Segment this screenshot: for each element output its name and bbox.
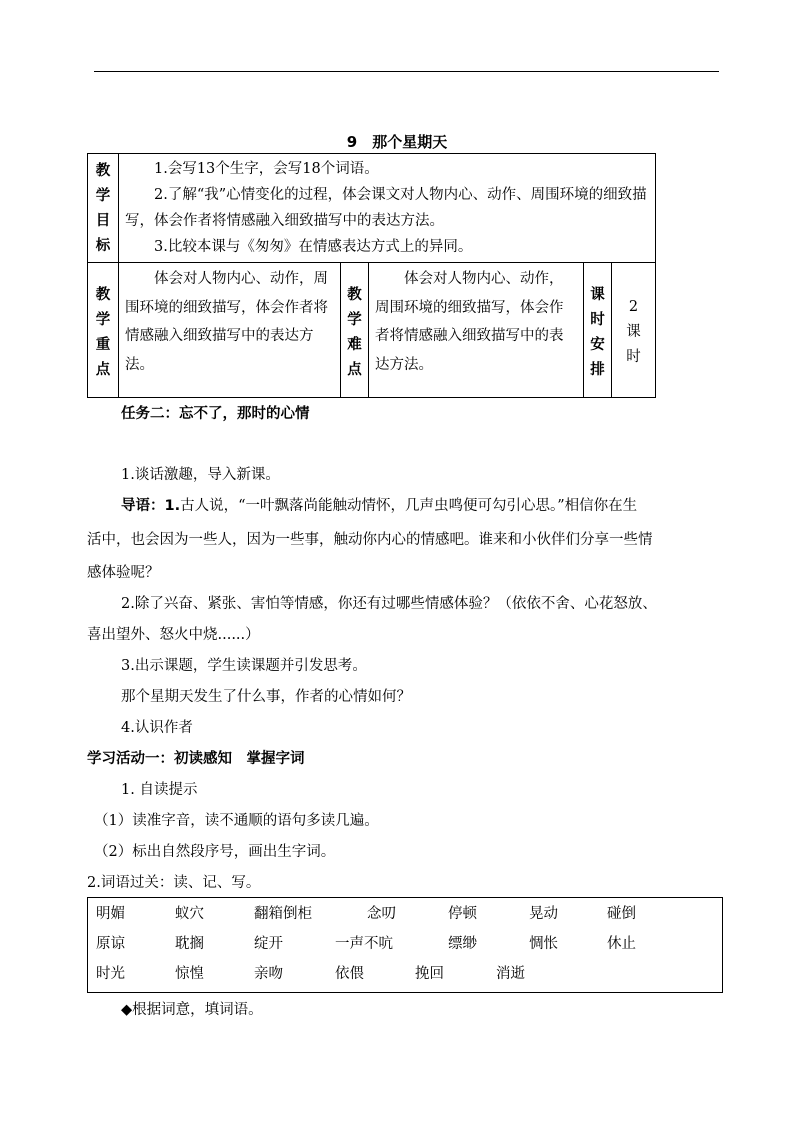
- word: 惆怅: [529, 936, 558, 952]
- word: 挽回: [415, 966, 444, 982]
- word-row: [96, 934, 714, 964]
- objective-item: 3.比较本课与《匆匆》在情感表达方式上的异同。: [154, 239, 473, 255]
- word: 惊惶: [175, 966, 204, 982]
- task-heading: 任务二：忘不了，那时的心情: [121, 406, 310, 422]
- paragraph: （2）标出自然段序号，画出生字词。: [94, 844, 336, 860]
- word: 蚁穴: [175, 906, 204, 922]
- schedule-value: 2 课 时: [612, 263, 656, 398]
- paragraph: （1）读准字音，读不通顺的语句多读几遍。: [94, 813, 379, 829]
- word-row: [96, 964, 714, 988]
- word: 绽开: [254, 936, 283, 952]
- paragraph: 活中，也会因为一些人，因为一些事，触动你内心的情感吧。谁来和小伙伴们分享一些情: [87, 532, 653, 548]
- paragraph: 3.出示课题，学生读课题并引发思考。: [121, 658, 367, 674]
- word: 一声不吭: [335, 936, 393, 952]
- paragraph: 感体验呢？: [87, 565, 160, 581]
- word: 缥缈: [448, 936, 477, 952]
- word: 停顿: [448, 906, 477, 922]
- word: 耽搁: [175, 936, 204, 952]
- difficult-points-head: 教 学 难 点: [341, 263, 369, 398]
- word-row: [96, 904, 714, 934]
- objective-item: 1.会写13个生字，会写18个词语。: [154, 161, 379, 177]
- word: 休止: [607, 936, 636, 952]
- paragraph: 1. 自读提示: [121, 782, 198, 798]
- guide-paragraph: 导语：1.古人说，“一叶飘落尚能触动情怀，几声虫鸣便可勾引心思。”相信你在生: [121, 498, 638, 514]
- objective-item: 2.了解“我”心情变化的过程，体会课文对人物内心、动作、周围环境的细致描写，体会作者将情感融入细致描写中的表达方法。: [125, 187, 647, 229]
- vocabulary-box: [87, 897, 723, 993]
- objectives-body: [119, 154, 656, 263]
- paragraph: ◆根据词意，填词语。: [121, 1002, 263, 1018]
- paragraph: 4.认识作者: [121, 720, 193, 736]
- word: 翻箱倒柜: [254, 906, 312, 922]
- activity-heading: 学习活动一：初读感知 掌握字词: [87, 751, 305, 767]
- schedule-head: 课 时 安 排: [584, 263, 612, 398]
- word: 消逝: [496, 966, 525, 982]
- paragraph: 2.词语过关：读、记、写。: [87, 875, 261, 891]
- word: 原谅: [96, 936, 125, 952]
- teaching-plan-table: [87, 153, 656, 398]
- difficult-points-body: 体会对人物内心、动作，周围环境的细致描写，体会作者将情感融入细致描写中的表达方法。: [369, 263, 584, 398]
- paragraph: 2.除了兴奋、紧张、害怕等情感，你还有过哪些情感体验？（依依不舍、心花怒放、: [121, 596, 657, 612]
- word: 念叨: [367, 906, 396, 922]
- guide-label: 导语：1.: [121, 498, 181, 514]
- lesson-title: 9 那个星期天: [346, 133, 448, 151]
- paragraph: 喜出望外、怒火中烧......）: [87, 627, 260, 643]
- objectives-head: 教 学 目 标: [88, 154, 119, 263]
- key-points-body: 体会对人物内心、动作，周围环境的细致描写，体会作者将情感融入细致描写中的表达方法。: [119, 263, 341, 398]
- header-rule: [94, 71, 719, 72]
- word: 明媚: [96, 906, 125, 922]
- word: 依偎: [335, 966, 364, 982]
- paragraph: 1.谈话激趣，导入新课。: [121, 467, 280, 483]
- word: 晃动: [529, 906, 558, 922]
- paragraph: 那个星期天发生了什么事，作者的心情如何？: [121, 689, 411, 705]
- word: 碰倒: [607, 906, 636, 922]
- word: 亲吻: [254, 966, 283, 982]
- word: 时光: [96, 966, 125, 982]
- key-points-head: 教 学 重 点: [88, 263, 119, 398]
